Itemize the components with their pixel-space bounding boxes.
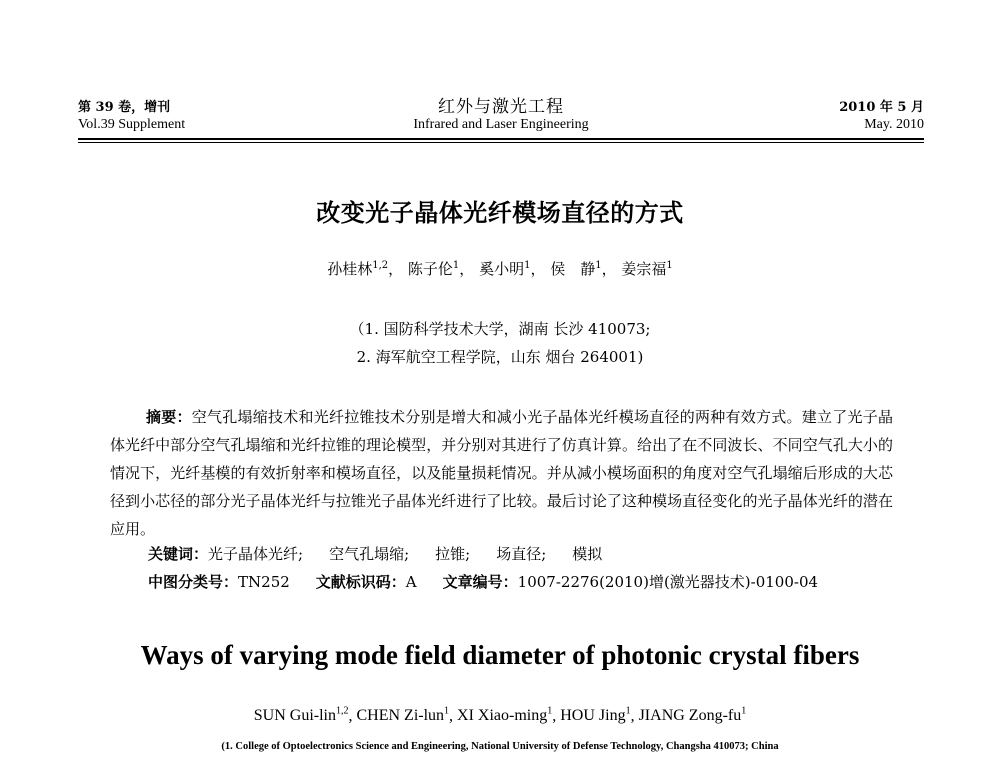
doc-code-label: 文献标识码：: [315, 573, 406, 591]
paper-title-en: Ways of varying mode field diameter of photonic crystal fibers: [140, 640, 860, 670]
keywords-label: 关键词：: [148, 545, 209, 563]
classification-line: [148, 571, 818, 592]
author-list-en: SUN Gui-lin$^{1,2}$, CHEN Zi-lun$^1$, XI Xiao-ming$^1$, HOU Jing$^1$, JIANG Zong-$fu^1$: [253, 706, 747, 725]
header-rule-thick: [78, 138, 924, 140]
affiliation-cn-2: 2. 海军航空工程学院，山东 烟台 264001): [356, 348, 644, 366]
author-cn: 孙桂林$^{1,2}$: [327, 260, 389, 278]
keywords-line: [148, 543, 602, 564]
journal-name-cn: 红外与激光工程: [438, 97, 564, 117]
author-cn: 姜宗福$^1$: [621, 260, 673, 278]
keyword: 拉锥;: [435, 545, 471, 563]
author-en: JIANG Zong-$fu^1$: [638, 706, 747, 725]
author-en: XI Xiao-ming$^1$: [457, 706, 553, 725]
affiliation-en: (1. College of Optoelectronics Science and Engineering, National University of Defense Technology, Changsha 410073; China: [221, 741, 779, 752]
author-cn: 侯 静$^1$: [550, 260, 602, 278]
affiliation-cn-1: （1. 国防科学技术大学，湖南 长沙 410073;: [349, 320, 651, 338]
volume-cn: 第 39 卷，增刊: [78, 100, 171, 115]
volume-en: Vol.39 Supplement: [78, 117, 186, 132]
article-number-value: 1007-2276(2010)增(激光器技术)-0100-04: [517, 573, 819, 591]
clc-label: 中图分类号：: [148, 573, 239, 591]
abstract-label: 摘要：: [146, 408, 192, 426]
author-cn: 奚小明$^1$: [479, 260, 531, 278]
abstract-cn: [110, 403, 893, 543]
keyword: 光子晶体光纤;: [208, 545, 304, 563]
doc-code-value: A: [405, 573, 417, 591]
keyword: 空气孔塌缩;: [329, 545, 410, 563]
date-cn: 2010 年 5 月: [839, 100, 924, 115]
keyword: 场直径;: [496, 545, 547, 563]
author-list-cn: 孙桂林$^{1,2}$， 陈子伦$^1$， 奚小明$^1$， 侯 静$^1$， 姜宗福$^1$: [327, 260, 673, 278]
author-cn: 陈子伦$^1$: [407, 260, 460, 278]
header-row-chinese: [78, 96, 924, 116]
author-en: SUN Gui-lin$^{1,2}$: [253, 706, 349, 725]
author-en: HOU Jing$^1$: [560, 706, 631, 725]
date-en: May. 2010: [864, 117, 924, 132]
clc-value: TN252: [238, 573, 290, 591]
keyword: 模拟: [572, 545, 603, 563]
journal-name-en: Infrared and Laser Engineering: [413, 117, 589, 132]
article-number-label: 文章编号：: [442, 573, 518, 591]
abstract-text: 空气孔塌缩技术和光纤拉锥技术分别是增大和减小光子晶体光纤模场直径的两种有效方式。建立了光子晶体光纤中部分空气孔塌缩和光纤拉锥的理论模型，并分别对其进行了仿真计算。给出了在不同波长、不同空气孔大小的情况下，光纤基模的有效折射率和模场直径，以及能量损耗情况。并从减小模场面积的角度对空气孔塌缩后形成的大芯径到小芯径的部分光子晶体光纤与拉锥光子晶体光纤进行了比较。最后讨论了这种模场直径变化的光子晶体光纤的潜在应用。: [110, 408, 893, 538]
paper-title-cn: 改变光子晶体光纤模场直径的方式: [316, 199, 684, 227]
author-en: CHEN Zi-lun$^1$: [356, 706, 450, 725]
header-row-english: [78, 117, 924, 137]
header-rule-thin: [78, 142, 924, 143]
